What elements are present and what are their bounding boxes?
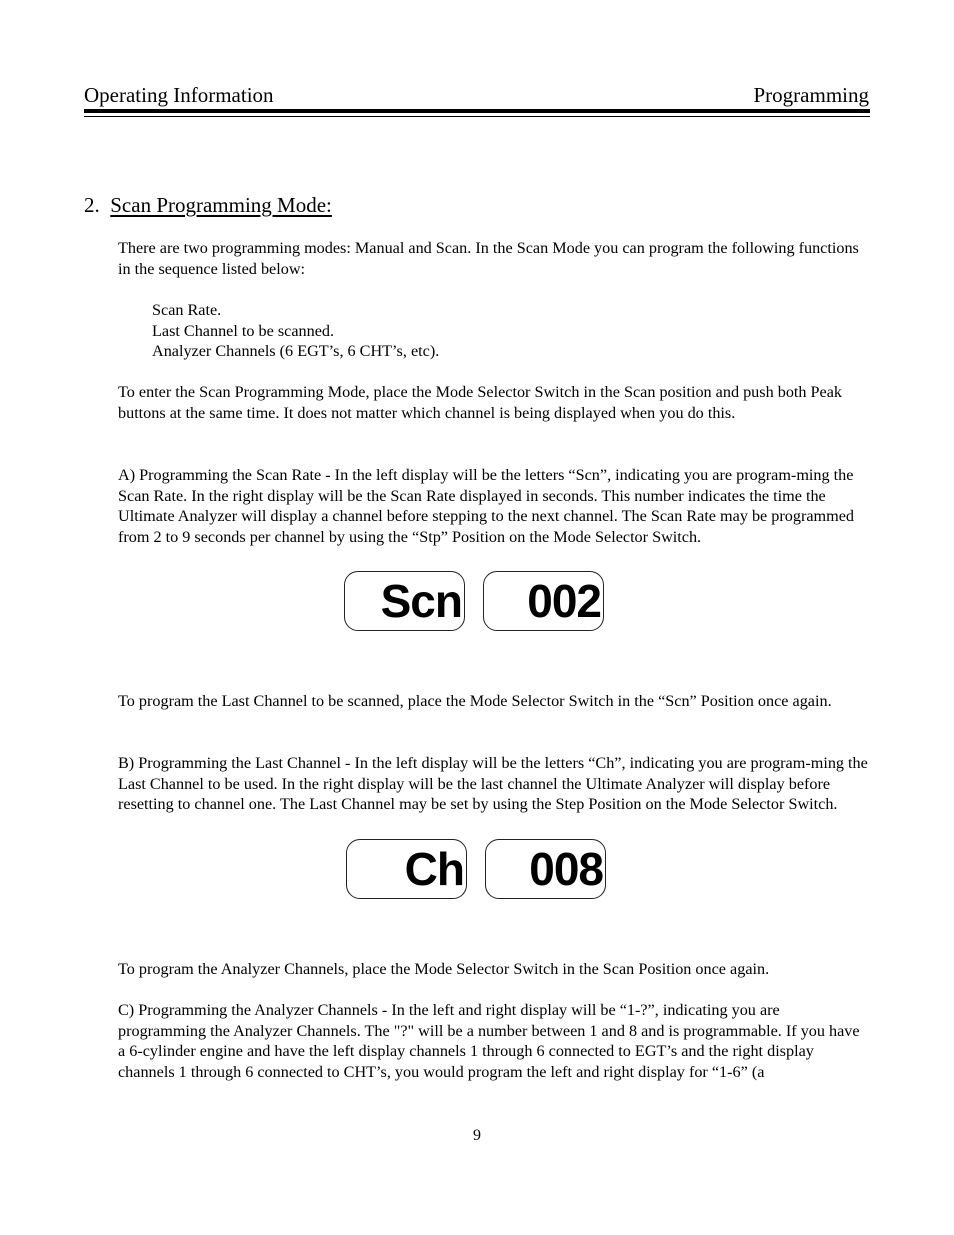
last-channel-intro-paragraph: To program the Last Channel to be scanned, place the Mode Selector Switch in the “Scn” Position once again. xyxy=(118,692,832,710)
section-number: 2. xyxy=(84,193,100,217)
header-rule-thin xyxy=(84,116,870,117)
scan-rate-paragraph: A) Programming the Scan Rate - In the left display will be the letters “Scn”, indicating you are program-ming the Scan Rate. In the right display will be the Scan Rate displayed in seconds. This number indicates the time the Ultimate Analyzer will display a channel before stepping to the next channel. The Scan Rate may be programmed from 2 to 9 seconds per channel by using the “Stp” Position on the Mode Selector Switch. xyxy=(118,466,854,547)
analyzer-intro-paragraph: To program the Analyzer Channels, place the Mode Selector Switch in the Scan Position once again. xyxy=(118,960,770,978)
section-title: Scan Programming Mode: xyxy=(110,193,332,217)
list-item-last-channel: Last Channel to be scanned. xyxy=(152,322,335,340)
header-section-title: Operating Information xyxy=(84,83,274,107)
left-display-ch: Ch xyxy=(346,839,467,899)
right-display-last-channel: 008 xyxy=(485,839,606,899)
list-item-scan-rate: Scan Rate. xyxy=(152,301,222,319)
intro-paragraph: There are two programming modes: Manual and Scan. In the Scan Mode you can program the following functions in the sequence listed below: xyxy=(118,239,859,278)
analyzer-channels-paragraph: C) Programming the Analyzer Channels - In the left and right display will be “1-?”, indicating you are programming the Analyzer Channels. The "?" will be a number between 1 and 8 and is programmable. If you have a 6-cylinder engine and have the left display channels 1 through 6 connected to EGT’s and the right display channels 1 through 6 connected to CHT’s, you would program the left and right display for “1-6” (a xyxy=(118,1001,860,1082)
header-chapter-title: Programming xyxy=(753,83,869,107)
left-display-scn: Scn xyxy=(344,571,465,631)
last-channel-paragraph: B) Programming the Last Channel - In the left display will be the letters “Ch”, indicating you are program-ming the Last Channel to be used. In the right display will be the last channel the Ultimate Analyzer will display before resetting to channel one. The Last Channel may be set by using the Step Position on the Mode Selector Switch. xyxy=(118,754,868,814)
header-rule-thick xyxy=(84,109,870,113)
list-item-analyzer-channels: Analyzer Channels (6 EGT’s, 6 CHT’s, etc). xyxy=(152,342,440,360)
right-display-scan-rate: 002 xyxy=(483,571,604,631)
page-number: 9 xyxy=(473,1127,481,1144)
section-heading xyxy=(84,192,332,218)
enter-mode-paragraph: To enter the Scan Programming Mode, place the Mode Selector Switch in the Scan position and push both Peak buttons at the same time. It does not matter which channel is being displayed when you do this. xyxy=(118,383,843,422)
